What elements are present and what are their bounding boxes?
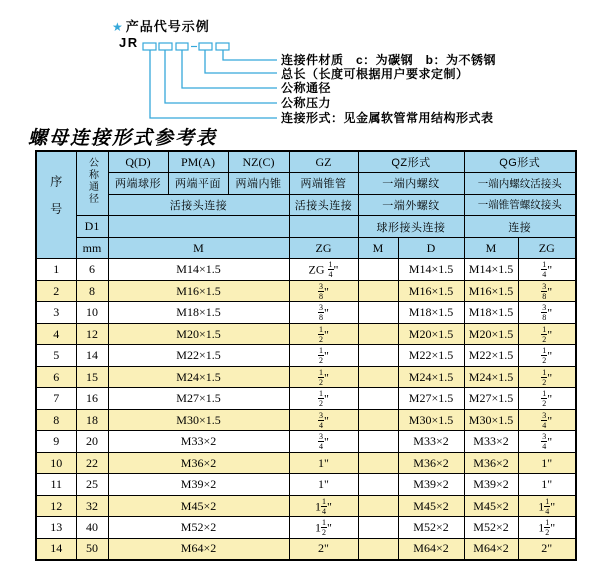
col-head-qg: QG形式 — [464, 151, 576, 173]
seq-cell: 8 — [36, 409, 76, 431]
qz-d-cell: M45×2 — [398, 495, 464, 517]
qz-m-cell — [358, 474, 398, 496]
diagram-title-text: 产品代号示例 — [125, 19, 210, 34]
qz-m-cell — [358, 409, 398, 431]
seq-cell: 2 — [36, 280, 76, 302]
qz-d-cell: M14×1.5 — [398, 259, 464, 281]
dn-cell: 16 — [76, 388, 108, 410]
table-row — [36, 345, 576, 367]
col-head-nzc: NZ(C) — [228, 151, 289, 173]
m-cell: M33×2 — [108, 431, 289, 453]
seq-cell: 4 — [36, 323, 76, 345]
qg-m-cell: M16×1.5 — [464, 280, 518, 302]
table-row — [36, 302, 576, 324]
fraction: $\frac{1}{2}$ — [319, 346, 324, 366]
connector-line — [205, 50, 277, 73]
qz-m-cell — [358, 517, 398, 539]
col-head-pma: PM(A) — [168, 151, 228, 173]
m-cell: M24×1.5 — [108, 366, 289, 388]
table-row — [36, 474, 576, 496]
header-row-3 — [36, 194, 576, 216]
fraction: $\frac{3}{4}$ — [542, 432, 547, 452]
col-head-gz: GZ — [289, 151, 358, 173]
qg-m-cell: M27×1.5 — [464, 388, 518, 410]
qz-d-cell: M16×1.5 — [398, 280, 464, 302]
star-icon: ★ — [112, 20, 124, 34]
qg-zg-cell: $\frac{3}{4}$ " — [518, 431, 576, 453]
fraction: $\frac{1}{4}$ — [322, 496, 327, 516]
ball-joint-head: 球形接头连接 — [358, 216, 464, 238]
seq-cell: 3 — [36, 302, 76, 324]
fraction: $\frac{1}{2}$ — [542, 389, 547, 409]
seq-cell: 5 — [36, 345, 76, 367]
gz-cell: 1 $\frac{1}{4}$ " — [289, 495, 358, 517]
gz-cell: 1" — [289, 474, 358, 496]
seq-cell: 10 — [36, 452, 76, 474]
seq-cell: 6 — [36, 366, 76, 388]
qg-m-cell: M45×2 — [464, 495, 518, 517]
fraction: $\frac{1}{2}$ — [542, 324, 547, 344]
fraction: $\frac{3}{8}$ — [542, 281, 547, 301]
m-cell: M52×2 — [108, 517, 289, 539]
qg-m-cell: M33×2 — [464, 431, 518, 453]
fraction: $\frac{3}{4}$ — [319, 432, 324, 452]
gz-cell: 1 $\frac{1}{2}$ " — [289, 517, 358, 539]
qz-m-cell — [358, 495, 398, 517]
m-cell: M16×1.5 — [108, 280, 289, 302]
fraction: $\frac{1}{2}$ — [319, 389, 324, 409]
unit-m-qz: M — [358, 237, 398, 259]
table-row — [36, 452, 576, 474]
conn-head-gz: 活接头连接 — [289, 194, 358, 216]
gz-cell: $\frac{1}{2}$ " — [289, 388, 358, 410]
col-head-seq: 序号 — [36, 151, 76, 259]
fraction: $\frac{3}{8}$ — [542, 303, 547, 323]
seq-cell: 14 — [36, 538, 76, 560]
qz-m-cell — [358, 388, 398, 410]
table-title: 螺母连接形式参考表 — [28, 128, 218, 149]
fraction: $\frac{3}{8}$ — [319, 303, 324, 323]
fraction: $\frac{1}{4}$ — [542, 260, 547, 280]
dn-cell: 8 — [76, 280, 108, 302]
m-cell: M14×1.5 — [108, 259, 289, 281]
diagram-label-connection: 连接形式：见金属软管常用结构形式表 — [281, 111, 494, 125]
qz-m-cell — [358, 323, 398, 345]
seq-cell: 1 — [36, 259, 76, 281]
table-row — [36, 495, 576, 517]
qg-m-cell: M18×1.5 — [464, 302, 518, 324]
col-head-dn: 公称通径 — [76, 151, 108, 216]
unit-zg-qg: ZG — [518, 237, 576, 259]
qz-d-cell: M39×2 — [398, 474, 464, 496]
dn-cell: 15 — [76, 366, 108, 388]
seq-cell: 12 — [36, 495, 76, 517]
table-row — [36, 409, 576, 431]
qz-d-cell: M64×2 — [398, 538, 464, 560]
qz-d-cell: M30×1.5 — [398, 409, 464, 431]
qg-m-cell: M22×1.5 — [464, 345, 518, 367]
header-row-5 — [36, 237, 576, 259]
fraction: $\frac{1}{2}$ — [322, 518, 327, 538]
unit-zg-gz: ZG — [289, 237, 358, 259]
gz-cell: 1" — [289, 452, 358, 474]
qg-m-cell: M39×2 — [464, 474, 518, 496]
seq-cell: 13 — [36, 517, 76, 539]
gz-cell: ZG $\frac{1}{4}$ " — [289, 259, 358, 281]
qz-d-cell: M18×1.5 — [398, 302, 464, 324]
qz-d-cell: M52×2 — [398, 517, 464, 539]
connector-line — [223, 50, 277, 60]
dn-cell: 22 — [76, 452, 108, 474]
m-cell: M27×1.5 — [108, 388, 289, 410]
fraction: $\frac{3}{4}$ — [319, 410, 324, 430]
table-row — [36, 280, 576, 302]
dn-cell: 40 — [76, 517, 108, 539]
gz-cell: $\frac{1}{2}$ " — [289, 323, 358, 345]
qg-zg-cell: $\frac{3}{8}$ " — [518, 280, 576, 302]
fraction: $\frac{1}{2}$ — [542, 367, 547, 387]
fraction: $\frac{1}{2}$ — [319, 367, 324, 387]
dn-cell: 6 — [76, 259, 108, 281]
qz-m-cell — [358, 431, 398, 453]
qz-m-cell — [358, 538, 398, 560]
qg-zg-cell: $\frac{1}{2}$ " — [518, 345, 576, 367]
sub-head-gz: 两端锥管 — [289, 173, 358, 195]
qg-m-cell: M52×2 — [464, 517, 518, 539]
gz-cell: $\frac{1}{2}$ " — [289, 345, 358, 367]
d1-head: D1 — [76, 216, 108, 238]
fraction: $\frac{1}{2}$ — [319, 324, 324, 344]
qg-zg-cell: 1" — [518, 474, 576, 496]
qg-m-cell: M64×2 — [464, 538, 518, 560]
qz-m-cell — [358, 366, 398, 388]
qg-m-cell: M36×2 — [464, 452, 518, 474]
m-cell: M18×1.5 — [108, 302, 289, 324]
qz-d-cell: M27×1.5 — [398, 388, 464, 410]
connector-line — [182, 50, 277, 88]
qg-zg-cell: 1 $\frac{1}{4}$ " — [518, 495, 576, 517]
dn-cell: 14 — [76, 345, 108, 367]
fraction: $\frac{1}{2}$ — [545, 518, 550, 538]
table-row — [36, 259, 576, 281]
qg-zg-cell: 2" — [518, 538, 576, 560]
qg-zg-cell: 1" — [518, 452, 576, 474]
unit-m-main: M — [108, 237, 289, 259]
nut-connection-reference-table — [35, 150, 577, 561]
qz-d-cell: M36×2 — [398, 452, 464, 474]
qg-m-cell: M30×1.5 — [464, 409, 518, 431]
diagram-label-pressure: 公称压力 — [281, 96, 332, 110]
col-head-qd: Q(D) — [108, 151, 168, 173]
qg-zg-cell: $\frac{1}{2}$ " — [518, 323, 576, 345]
gz-cell: $\frac{3}{8}$ " — [289, 302, 358, 324]
fraction: $\frac{1}{4}$ — [328, 260, 333, 280]
table-row — [36, 388, 576, 410]
fraction: $\frac{3}{4}$ — [542, 410, 547, 430]
product-code-prefix: JR — [119, 35, 139, 50]
fraction: $\frac{1}{4}$ — [545, 496, 550, 516]
connect-head: 连接 — [464, 216, 576, 238]
qg-zg-cell: $\frac{1}{4}$ " — [518, 259, 576, 281]
table-row — [36, 323, 576, 345]
header-row-2 — [36, 173, 576, 195]
header-row-4 — [36, 216, 576, 238]
m-cell: M45×2 — [108, 495, 289, 517]
qg-zg-cell: $\frac{1}{2}$ " — [518, 388, 576, 410]
qg-m-cell: M24×1.5 — [464, 366, 518, 388]
diagram-label-material: 连接件材质 c：为碳钢 b：为不锈钢 — [281, 53, 497, 67]
fraction: $\frac{1}{2}$ — [542, 346, 547, 366]
empty-cell — [108, 216, 289, 238]
m-cell: M22×1.5 — [108, 345, 289, 367]
qz-d-cell: M24×1.5 — [398, 366, 464, 388]
m-cell: M20×1.5 — [108, 323, 289, 345]
table-body — [36, 259, 576, 560]
header-row-1 — [36, 151, 576, 173]
qz-d-cell: M33×2 — [398, 431, 464, 453]
table-row — [36, 538, 576, 560]
gz-cell: $\frac{3}{4}$ " — [289, 409, 358, 431]
dn-cell: 10 — [76, 302, 108, 324]
empty-cell — [289, 216, 358, 238]
code-box — [176, 43, 188, 50]
seq-cell: 9 — [36, 431, 76, 453]
dn-cell: 25 — [76, 474, 108, 496]
qz-m-cell — [358, 302, 398, 324]
unit-mm: mm — [76, 237, 108, 259]
qz-m-cell — [358, 345, 398, 367]
sub-head-qg: 一端内螺纹活接头 — [464, 173, 576, 195]
m-cell: M64×2 — [108, 538, 289, 560]
table-row — [36, 431, 576, 453]
dn-cell: 20 — [76, 431, 108, 453]
qg-zg-cell: $\frac{3}{4}$ " — [518, 409, 576, 431]
sub-head-nzc: 两端内锥 — [228, 173, 289, 195]
diagram-label-length: 总长（长度可根据用户要求定制） — [281, 67, 469, 81]
code-box — [159, 43, 172, 50]
sub-head-qz: 一端内螺纹 — [358, 173, 464, 195]
conn-head-union: 活接头连接 — [108, 194, 289, 216]
m-cell: M30×1.5 — [108, 409, 289, 431]
code-box — [216, 43, 229, 50]
gz-cell: $\frac{3}{4}$ " — [289, 431, 358, 453]
dn-cell: 32 — [76, 495, 108, 517]
dn-cell: 50 — [76, 538, 108, 560]
diagram-label-diameter: 公称通径 — [281, 81, 332, 95]
code-box — [143, 43, 156, 50]
unit-d-qz: D — [398, 237, 464, 259]
qz-m-cell — [358, 452, 398, 474]
qg-m-cell: M20×1.5 — [464, 323, 518, 345]
dn-cell: 12 — [76, 323, 108, 345]
sub-head-qd: 两端球形 — [108, 173, 168, 195]
code-box — [199, 43, 212, 50]
m-cell: M36×2 — [108, 452, 289, 474]
conn-head-qz: 一端外螺纹 — [358, 194, 464, 216]
gz-cell: $\frac{1}{2}$ " — [289, 366, 358, 388]
qg-zg-cell: 1 $\frac{1}{2}$ " — [518, 517, 576, 539]
qg-zg-cell: $\frac{1}{2}$ " — [518, 366, 576, 388]
fraction: $\frac{3}{8}$ — [319, 281, 324, 301]
qz-d-cell: M22×1.5 — [398, 345, 464, 367]
dn-cell: 18 — [76, 409, 108, 431]
seq-cell: 7 — [36, 388, 76, 410]
table-row — [36, 366, 576, 388]
gz-cell: 2" — [289, 538, 358, 560]
unit-m-qg: M — [464, 237, 518, 259]
seq-cell: 11 — [36, 474, 76, 496]
table-row — [36, 517, 576, 539]
m-cell: M39×2 — [108, 474, 289, 496]
col-head-qz: QZ形式 — [358, 151, 464, 173]
qz-m-cell — [358, 259, 398, 281]
qz-d-cell: M20×1.5 — [398, 323, 464, 345]
diagram-title — [112, 16, 210, 35]
conn-head-qg: 一端锥管螺纹接头 — [464, 194, 576, 216]
qg-m-cell: M14×1.5 — [464, 259, 518, 281]
qz-m-cell — [358, 280, 398, 302]
qg-zg-cell: $\frac{3}{8}$ " — [518, 302, 576, 324]
sub-head-pma: 两端平面 — [168, 173, 228, 195]
gz-cell: $\frac{3}{8}$ " — [289, 280, 358, 302]
